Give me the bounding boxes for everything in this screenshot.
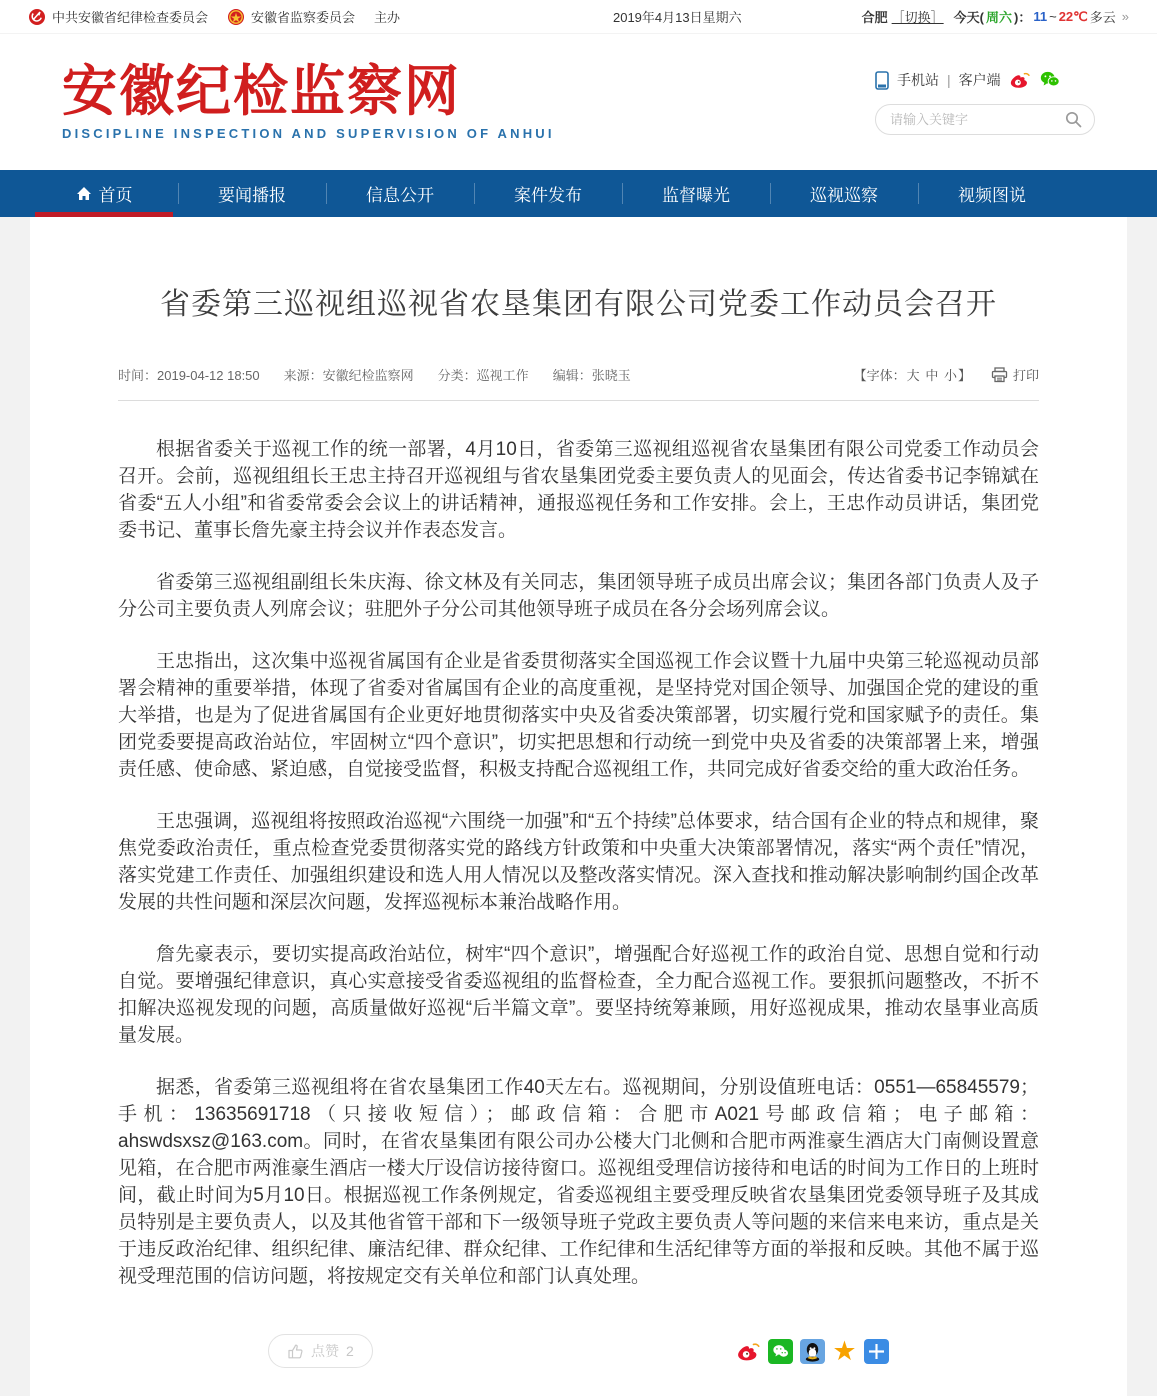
- print-label: 打印: [1012, 368, 1039, 383]
- share-weibo-icon[interactable]: [736, 1339, 761, 1364]
- org-primary-label: 中共安徽省纪律检查委员会: [52, 10, 209, 25]
- share-wechat-icon[interactable]: [768, 1339, 793, 1364]
- nav-item-label: 监督曝光: [662, 186, 730, 205]
- article-body: [118, 401, 1039, 1290]
- weather-today-prefix: 今天(: [953, 10, 984, 25]
- nav-item-label: 首页: [98, 186, 133, 205]
- like-button[interactable]: [268, 1334, 373, 1368]
- weather-city: 合肥: [861, 10, 888, 25]
- site-name-en: DISCIPLINE INSPECTION AND SUPERVISION OF ANHUI: [62, 126, 555, 142]
- mobile-phone-icon: [875, 71, 889, 89]
- site-header: [0, 34, 1157, 170]
- host-organizations: [28, 7, 400, 26]
- weather-today-suffix: )：: [1014, 10, 1032, 25]
- font-size-large-button[interactable]: 大: [906, 368, 920, 383]
- weather-weekday: 周六: [985, 10, 1012, 25]
- article-container: [30, 217, 1127, 1396]
- font-size-small-button[interactable]: 小: [943, 368, 957, 383]
- like-count: 2: [346, 1343, 354, 1359]
- article-actions: [118, 1334, 1039, 1368]
- host-label: 主办: [374, 10, 401, 25]
- nav-item-label: 案件发布: [514, 186, 582, 205]
- nav-item-news[interactable]: [178, 170, 326, 217]
- weather-more-link[interactable]: »: [1121, 9, 1129, 24]
- share-qq-icon[interactable]: [800, 1339, 825, 1364]
- mobile-site-link[interactable]: 手机站: [897, 72, 939, 88]
- nav-item-supervision-exposure[interactable]: [622, 170, 770, 217]
- article-title: 省委第三巡视组巡视省农垦集团有限公司党委工作动员会召开: [160, 288, 997, 321]
- nav-item-inspection[interactable]: [770, 170, 918, 217]
- article-paragraph: 王忠指出，这次集中巡视省属国有企业是省委贯彻落实全国巡视工作会议暨十九届中央第三轮巡视动员部署会精神的重要举措，体现了省委对省属国有企业的高度重视，是坚持党对国企领导、加强国企党的建设的重大举措，也是为了促进省属国有企业更好地贯彻落实中央及省委决策部署，切实履行党和国家赋予的责任。集团党委要提高政治站位，牢固树立“四个意识”，切实把思想和行动统一到党中央及省委的决策部署上来，增强责任感、使命感、紧迫感，自觉接受监督，积极支持配合巡视组工作，共同完成好省委交给的重大政治任务。: [118, 651, 1039, 780]
- nav-item-label: 信息公开: [366, 186, 434, 205]
- weather-widget: [862, 7, 1129, 26]
- nav-item-label: 巡视巡察: [810, 186, 878, 205]
- nav-item-label: 视频图说: [958, 186, 1026, 205]
- client-app-link[interactable]: 客户端: [958, 72, 1001, 88]
- font-widget-suffix: 】: [957, 368, 971, 383]
- search-box: [875, 104, 1095, 135]
- nav-item-info-disclosure[interactable]: [326, 170, 474, 217]
- nav-item-case-release[interactable]: [474, 170, 622, 217]
- meta-source: 来源：安徽纪检监察网: [283, 368, 414, 383]
- top-utility-bar: [0, 0, 1157, 34]
- wechat-icon[interactable]: [1039, 69, 1061, 91]
- font-size-medium-button[interactable]: 中: [925, 368, 939, 383]
- weibo-icon[interactable]: [1009, 69, 1031, 91]
- header-link-divider: |: [947, 72, 951, 88]
- nav-item-label: 要闻播报: [218, 186, 286, 205]
- home-icon: [76, 186, 92, 201]
- site-logo[interactable]: [62, 60, 555, 142]
- meta-time: 时间：2019-04-12 18:50: [118, 368, 260, 383]
- article-paragraph: 根据省委关于巡视工作的统一部署，4月10日，省委第三巡视组巡视省农垦集团有限公司党委工作动员会召开。会前，巡视组组长王忠主持召开巡视组与省农垦集团党委主要负责人的见面会，传达省委书记李锦斌在省委“五人小组”和省委常委会会议上的讲话精神，通报巡视任务和工作安排。会上，王忠作动员讲话，集团党委书记、董事长詹先豪主持会议并作表态发言。: [118, 439, 1039, 541]
- nav-item-video[interactable]: [918, 170, 1066, 217]
- font-widget-prefix: 【字体：: [853, 368, 906, 383]
- printer-icon: [991, 367, 1008, 383]
- print-button[interactable]: [991, 365, 1039, 384]
- share-qzone-icon[interactable]: [832, 1335, 857, 1366]
- search-input[interactable]: [888, 111, 1065, 128]
- search-icon[interactable]: [1065, 111, 1082, 128]
- current-date: 2019年4月13日星期六: [612, 10, 742, 25]
- national-emblem-icon: [227, 8, 245, 26]
- like-label: 点赞: [311, 1343, 339, 1359]
- weather-desc: 多云: [1089, 10, 1116, 25]
- temp-low: 11: [1033, 9, 1048, 24]
- party-emblem-icon: [28, 8, 46, 26]
- article-paragraph: 王忠强调，巡视组将按照政治巡视“六围绕一加强”和“五个持续”总体要求，结合国有企业的特点和规律，聚焦党委政治责任，重点检查党委贯彻落实党的路线方针政策和中央重大决策部署情况，落实“两个责任”情况，落实党建工作责任、加强组织建设和选人用人情况以及整改落实情况。深入查找和推动解决影响制约国企改革发展的共性问题和深层次问题，发挥巡视标本兼治战略作用。: [118, 811, 1039, 913]
- meta-editor: 编辑：张晓玉: [552, 368, 631, 383]
- article-paragraph: 省委第三巡视组副组长朱庆海、徐文林及有关同志，集团领导班子成员出席会议；集团各部门负责人及子分公司主要负责人列席会议；驻肥外子分公司其他领导班子成员在各分会场列席会议。: [118, 572, 1039, 620]
- temp-separator: ~: [1049, 9, 1057, 24]
- meta-category: 分类：巡视工作: [437, 368, 529, 383]
- temp-high: 22℃: [1058, 8, 1088, 24]
- city-switch-link[interactable]: ［切换］: [891, 10, 944, 25]
- share-bar: [736, 1335, 889, 1366]
- nav-item-home[interactable]: [30, 170, 178, 217]
- article-paragraph: 詹先豪表示，要切实提高政治站位，树牢“四个意识”，增强配合好巡视工作的政治自觉、思想自觉和行动自觉。要增强纪律意识，真心实意接受省委巡视组的监督检查，全力配合巡视工作。要狠抓问题整改，不折不扣解决巡视发现的问题，高质量做好巡视“后半篇文章”。要坚持统筹兼顾，用好巡视成果，推动农垦事业高质量发展。: [118, 944, 1039, 1046]
- thumb-up-icon: [287, 1343, 304, 1360]
- share-more-icon[interactable]: [864, 1339, 889, 1364]
- font-size-widget: [854, 365, 971, 384]
- qzone-star-glyph: ★: [832, 1335, 857, 1366]
- main-nav: [0, 170, 1157, 217]
- article-meta-bar: [118, 365, 1039, 401]
- org-secondary-label: 安徽省监察委员会: [251, 10, 356, 25]
- article-paragraph: 据悉，省委第三巡视组将在省农垦集团工作40天左右。巡视期间，分别设值班电话：0551—65845579；手机：13635691718（只接收短信）；邮政信箱：合肥市A021号邮政信箱；电子邮箱：ahswdsxsz@163.com。同时，在省农垦集团有限公司办公楼大门北侧和合肥市两淮豪生酒店大门南侧设置意见箱，在合肥市两淮豪生酒店一楼大厅设信访接待窗口。巡视组受理信访接待和电话的时间为工作日的上班时间，截止时间为5月10日。根据巡视工作条例规定，省委巡视组主要受理反映省农垦集团党委领导班子及其成员特别是主要负责人，以及其他省管干部和下一级领导班子党政主要负责人等问题的来信来电来访，重点是关于违反政治纪律、组织纪律、廉洁纪律、群众纪律、工作纪律和生活纪律等方面的举报和反映。其他不属于巡视受理范围的信访问题，将按规定交有关单位和部门认真处理。: [118, 1077, 1039, 1287]
- site-name-cn: 安徽纪检监察网: [62, 60, 462, 122]
